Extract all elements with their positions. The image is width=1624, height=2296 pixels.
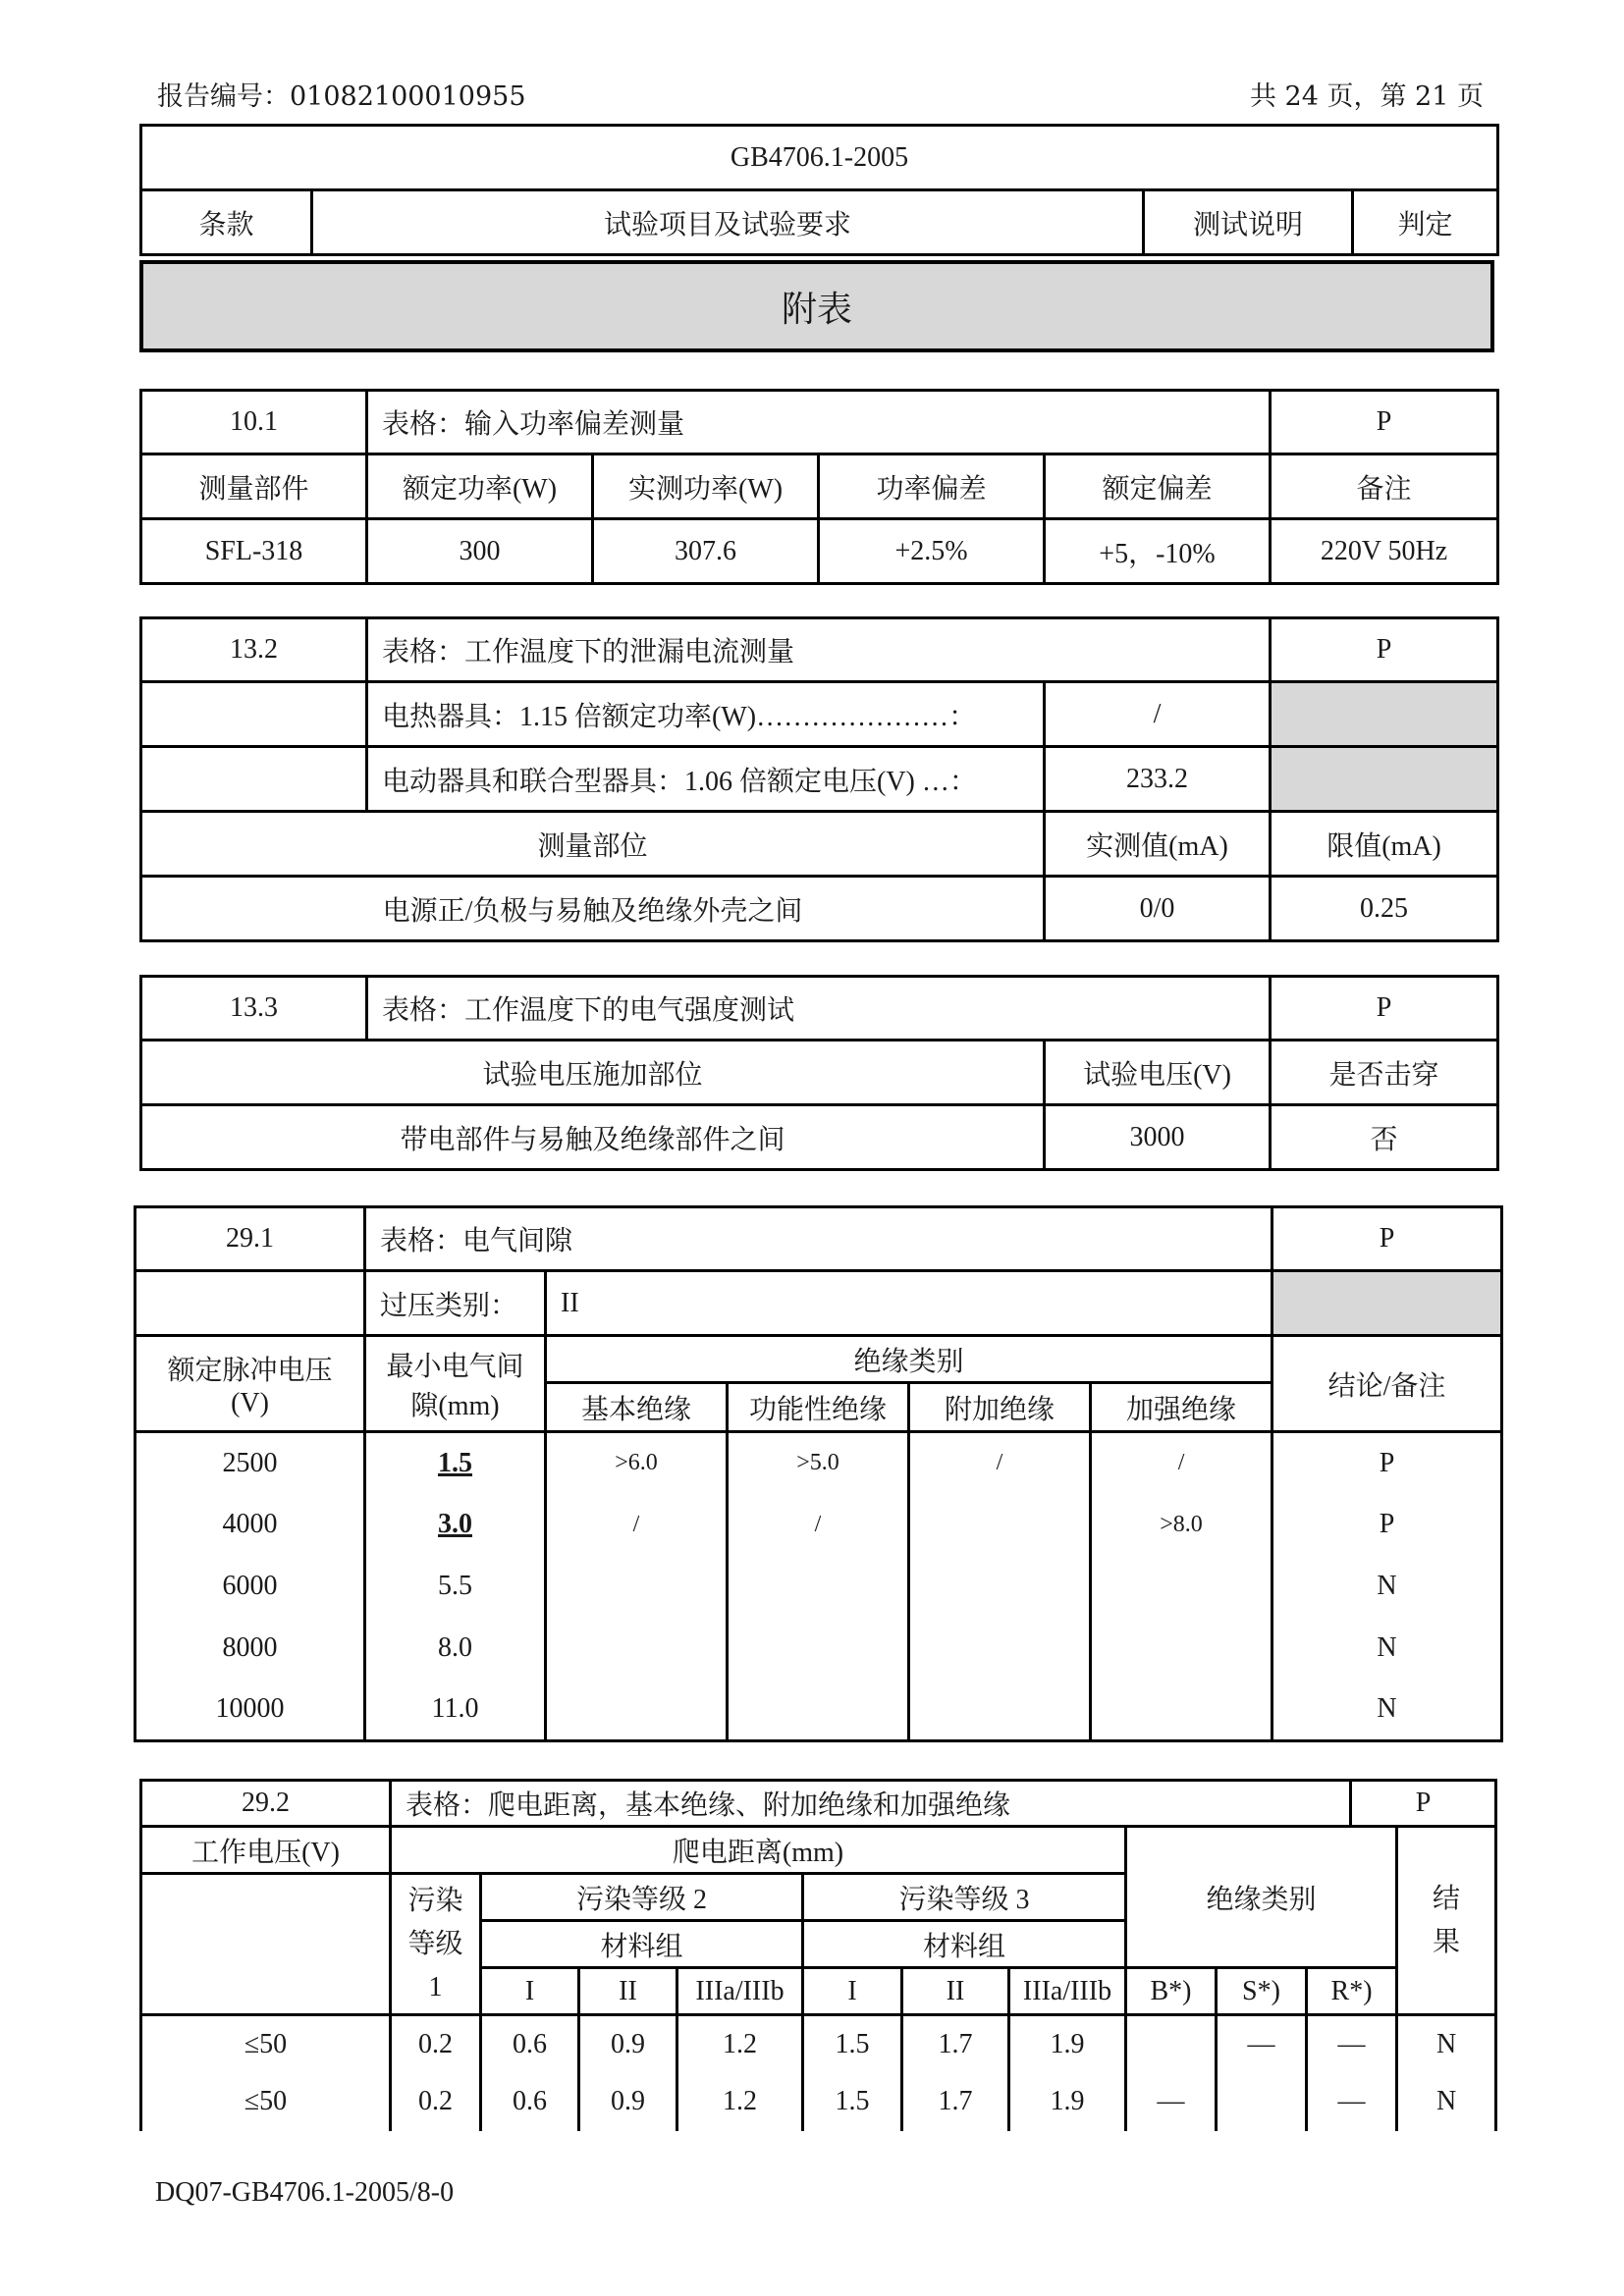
header-material-group: 材料组 [803, 1921, 1126, 1968]
cell: — [1217, 2015, 1307, 2073]
table-title: 表格：工作温度下的泄漏电流测量 [367, 618, 1271, 682]
cell: 0.25 [1271, 877, 1498, 941]
cell: 307.6 [593, 519, 819, 584]
verdict: P [1351, 1781, 1496, 1827]
table-row [135, 1618, 1502, 1680]
clause-number: 29.2 [141, 1781, 391, 1827]
header-pd1-line3: 1 [428, 1971, 443, 2002]
cell-functional [728, 1556, 909, 1618]
standard-header-table [139, 124, 1499, 256]
header-creepage: 爬电距离(mm) [391, 1827, 1126, 1874]
shaded-cell [1271, 682, 1498, 747]
cell: 1.5 [803, 2073, 902, 2131]
cell [1217, 2073, 1307, 2131]
cell-clearance: 1.5 [365, 1432, 546, 1494]
empty-cell [141, 1874, 391, 2015]
col-test-item: 试验项目及试验要求 [312, 190, 1144, 255]
cell-result: N [1272, 1556, 1502, 1618]
header-impulse-unit: (V) [231, 1387, 269, 1418]
cell-supplementary [909, 1556, 1091, 1618]
cell: 0.6 [481, 2015, 579, 2073]
header-cell: IIIa/IIIb [1009, 1968, 1126, 2015]
header-cell: R*) [1307, 1968, 1397, 2015]
header-cell: 备注 [1271, 454, 1498, 519]
table-row [135, 1556, 1502, 1618]
cell: 电源正/负极与易触及绝缘外壳之间 [141, 877, 1045, 941]
header-cell: 是否击穿 [1271, 1041, 1498, 1105]
cell-clearance: 5.5 [365, 1556, 546, 1618]
cell-functional [728, 1618, 909, 1680]
table-title: 表格：爬电距离，基本绝缘、附加绝缘和加强绝缘 [391, 1781, 1351, 1827]
header-cell: 额定功率(W) [367, 454, 593, 519]
cell: ≤50 [141, 2073, 391, 2131]
cell-voltage: 2500 [135, 1432, 365, 1494]
standard-code: GB4706.1-2005 [141, 126, 1498, 190]
header-impulse-label: 额定脉冲电压 [167, 1355, 333, 1386]
cell-voltage: 8000 [135, 1618, 365, 1680]
header-cell: 基本绝缘 [546, 1383, 728, 1432]
cell-supplementary [909, 1494, 1091, 1556]
col-verdict: 判定 [1353, 190, 1498, 255]
header-result [1397, 1827, 1496, 2015]
cell: SFL-318 [141, 519, 367, 584]
cell: — [1307, 2015, 1397, 2073]
shaded-cell [1271, 747, 1498, 812]
header-pd2: 污染等级 2 [481, 1874, 803, 1921]
cell-reinforced: / [1091, 1432, 1272, 1494]
table-row [141, 2015, 1496, 2073]
cell: 0.9 [579, 2015, 677, 2073]
condition-value: / [1045, 682, 1271, 747]
header-min-clearance-label: 最小电气间 [386, 1351, 524, 1382]
table-title: 表格：工作温度下的电气强度测试 [367, 977, 1271, 1041]
header-cell: II [579, 1968, 677, 2015]
table-row [141, 2073, 1496, 2131]
cell-reinforced [1091, 1680, 1272, 1741]
header-cell: 加强绝缘 [1091, 1383, 1272, 1432]
cell-functional: >5.0 [728, 1432, 909, 1494]
table-title: 表格：输入功率偏差测量 [367, 391, 1271, 454]
cell: 1.7 [902, 2073, 1009, 2131]
header-cell: 试验电压施加部位 [141, 1041, 1045, 1105]
empty-cell [135, 1271, 365, 1336]
header-cell: 限值(mA) [1271, 812, 1498, 877]
cell-supplementary [909, 1680, 1091, 1741]
cell-voltage: 10000 [135, 1680, 365, 1741]
header-pd1-line1: 污染 [407, 1885, 463, 1916]
header-result-2: 果 [1433, 1926, 1461, 1957]
cell-clearance: 3.0 [365, 1494, 546, 1556]
cell-supplementary [909, 1618, 1091, 1680]
cell: +2.5% [819, 519, 1045, 584]
header-material-group: 材料组 [481, 1921, 803, 1968]
cell: 1.2 [677, 2015, 803, 2073]
header-min-clearance-unit: 隙(mm) [410, 1390, 500, 1421]
condition-value: 233.2 [1045, 747, 1271, 812]
cell-result: N [1272, 1618, 1502, 1680]
cell: 1.7 [902, 2015, 1009, 2073]
cell: 1.9 [1009, 2073, 1126, 2131]
header-cell: 额定偏差 [1045, 454, 1271, 519]
clause-number: 10.1 [141, 391, 367, 454]
header-cell: 实测值(mA) [1045, 812, 1271, 877]
cell: — [1126, 2073, 1217, 2131]
table-row [135, 1680, 1502, 1741]
header-cell: I [803, 1968, 902, 2015]
table-row [141, 877, 1498, 941]
header-pd1-line2: 等级 [407, 1928, 463, 1959]
cell-reinforced [1091, 1556, 1272, 1618]
verdict: P [1271, 977, 1498, 1041]
header-pd3: 污染等级 3 [803, 1874, 1126, 1921]
appendix-banner: 附表 [139, 260, 1494, 352]
cell-supplementary: / [909, 1432, 1091, 1494]
header-pd1 [391, 1874, 481, 2015]
cell-basic: >6.0 [546, 1432, 728, 1494]
header-cell: 测量部位 [141, 812, 1045, 877]
cell-clearance: 11.0 [365, 1680, 546, 1741]
cell: 300 [367, 519, 593, 584]
clause-number: 13.3 [141, 977, 367, 1041]
condition-label: 电热器具：1.15 倍额定功率(W)…………………： [367, 682, 1045, 747]
cell-clearance: 8.0 [365, 1618, 546, 1680]
cell-basic [546, 1618, 728, 1680]
cell: +5，-10% [1045, 519, 1271, 584]
cell-result: P [1272, 1494, 1502, 1556]
cell: 220V 50Hz [1271, 519, 1498, 584]
header-impulse-voltage [135, 1336, 365, 1432]
table-13-3 [139, 975, 1499, 1171]
condition-label: 电动器具和联合型器具：1.06 倍额定电压(V) …： [367, 747, 1045, 812]
table-29-1 [134, 1205, 1503, 1742]
col-test-note: 测试说明 [1144, 190, 1353, 255]
cell-functional [728, 1680, 909, 1741]
cell-reinforced [1091, 1618, 1272, 1680]
cell: 3000 [1045, 1105, 1271, 1170]
report-number: 报告编号：01082100010955 [157, 81, 526, 112]
cell: 0.2 [391, 2073, 481, 2131]
header-cell: 测量部件 [141, 454, 367, 519]
table-row [141, 1105, 1498, 1170]
cell [1126, 2015, 1217, 2073]
cell: 0.9 [579, 2073, 677, 2131]
header-cell: IIIa/IIIb [677, 1968, 803, 2015]
cell: 1.2 [677, 2073, 803, 2131]
header-cell: 功能性绝缘 [728, 1383, 909, 1432]
cell-result: P [1272, 1432, 1502, 1494]
form-code-footer: DQ07-GB4706.1-2005/8-0 [155, 2177, 455, 2208]
cell-voltage: 4000 [135, 1494, 365, 1556]
table-row [141, 519, 1498, 584]
header-cell: 试验电压(V) [1045, 1041, 1271, 1105]
cell-voltage: 6000 [135, 1556, 365, 1618]
cell-result: N [1272, 1680, 1502, 1741]
cell-basic: / [546, 1494, 728, 1556]
cell: N [1397, 2073, 1496, 2131]
overvoltage-value: II [546, 1271, 1272, 1336]
cell: 带电部件与易触及绝缘部件之间 [141, 1105, 1045, 1170]
header-insulation-category: 绝缘类别 [546, 1336, 1272, 1383]
cell-reinforced: >8.0 [1091, 1494, 1272, 1556]
table-row [135, 1432, 1502, 1494]
empty-cell [141, 747, 367, 812]
cell-functional: / [728, 1494, 909, 1556]
cell: 0.2 [391, 2015, 481, 2073]
header-min-clearance [365, 1336, 546, 1432]
cell: 0.6 [481, 2073, 579, 2131]
page-info: 共 24 页，第 21 页 [1249, 81, 1484, 112]
cell-basic [546, 1556, 728, 1618]
header-cell: 实测功率(W) [593, 454, 819, 519]
table-10-1 [139, 389, 1499, 585]
header-cell: 功率偏差 [819, 454, 1045, 519]
cell: — [1307, 2073, 1397, 2131]
header-cell: B*) [1126, 1968, 1217, 2015]
table-row [135, 1494, 1502, 1556]
overvoltage-label: 过压类别： [365, 1271, 546, 1336]
header-result: 结论/备注 [1272, 1336, 1502, 1432]
table-29-2 [139, 1779, 1497, 2131]
verdict: P [1271, 391, 1498, 454]
table-13-2 [139, 616, 1499, 942]
clause-number: 29.1 [135, 1207, 365, 1271]
cell: 0/0 [1045, 877, 1271, 941]
table-title: 表格：电气间隙 [365, 1207, 1272, 1271]
cell: N [1397, 2015, 1496, 2073]
header-cell: II [902, 1968, 1009, 2015]
clause-number: 13.2 [141, 618, 367, 682]
header-cell: 附加绝缘 [909, 1383, 1091, 1432]
cell: ≤50 [141, 2015, 391, 2073]
cell-basic [546, 1680, 728, 1741]
verdict: P [1271, 618, 1498, 682]
cell: 1.9 [1009, 2015, 1126, 2073]
empty-cell [141, 682, 367, 747]
col-clause: 条款 [141, 190, 312, 255]
header-result-1: 结 [1433, 1883, 1461, 1914]
verdict: P [1272, 1207, 1502, 1271]
header-cell: S*) [1217, 1968, 1307, 2015]
header-insulation-category: 绝缘类别 [1126, 1827, 1397, 1968]
header-working-voltage: 工作电压(V) [141, 1827, 391, 1874]
cell: 否 [1271, 1105, 1498, 1170]
cell: 1.5 [803, 2015, 902, 2073]
shaded-cell [1272, 1271, 1502, 1336]
header-cell: I [481, 1968, 579, 2015]
